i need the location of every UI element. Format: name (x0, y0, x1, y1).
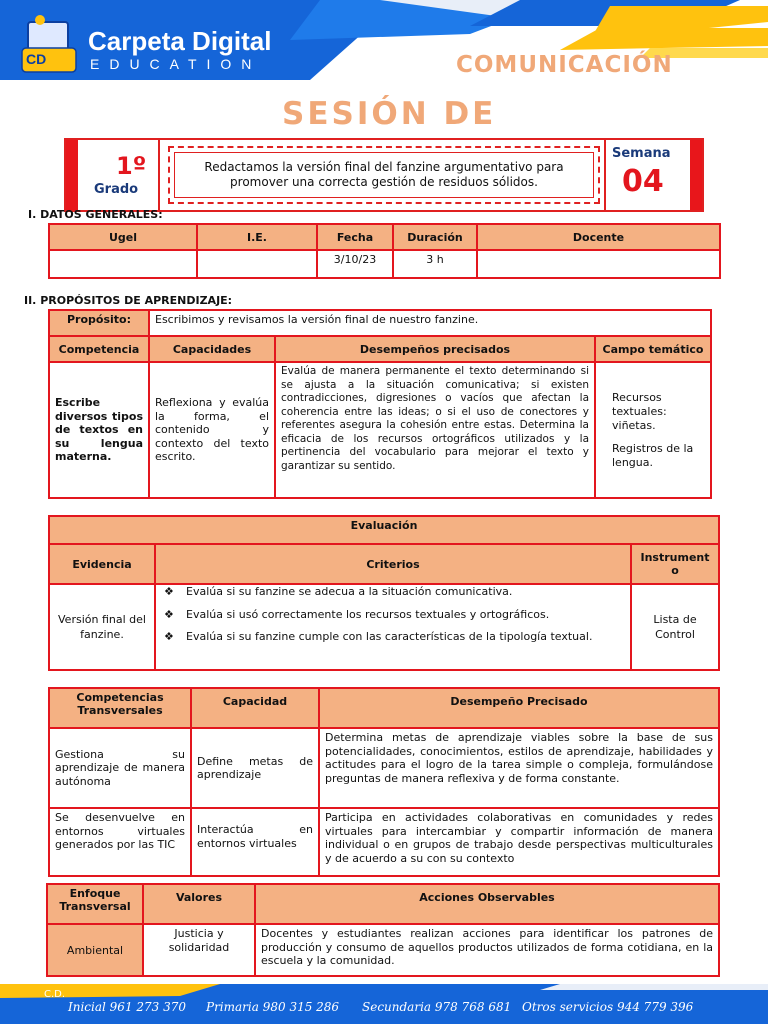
datos-header-ugel: Ugel (49, 224, 197, 250)
diamond-bullet-icon: ❖ (164, 630, 174, 643)
criterios-cell (155, 584, 631, 670)
campo-item-2: Registros de la lengua. (612, 441, 694, 469)
red-bar-right (690, 140, 702, 210)
header-competencia: Competencia (49, 336, 149, 362)
section-datos-heading: I. DATOS GENERALES: (28, 208, 163, 221)
header-evidencia: Evidencia (49, 544, 155, 584)
footer-secundaria: Secundaria 978 768 681 (362, 1000, 512, 1014)
header-enfoque-transversal: Enfoque Transversal (47, 884, 143, 924)
enfoque-value: Ambiental (47, 924, 143, 976)
proposito-label: Propósito: (49, 310, 149, 336)
datos-header-ie: I.E. (197, 224, 317, 250)
evaluacion-title: Evaluación (49, 516, 719, 544)
footer-otros: Otros servicios 944 779 396 (522, 1000, 694, 1014)
subject-title: COMUNICACIÓN (456, 52, 673, 78)
instrumento-text: Lista de Control (631, 584, 719, 670)
criterio-2 (164, 607, 622, 622)
datos-duracion-value: 3 h (393, 250, 477, 278)
week-number: 04 (622, 164, 664, 199)
title-frame (168, 146, 600, 204)
week-cell (604, 140, 684, 210)
datos-header-fecha: Fecha (317, 224, 393, 250)
grade-cell (78, 140, 160, 210)
header-acciones-observables: Acciones Observables (255, 884, 719, 924)
grade-number: 1º (116, 152, 147, 180)
criterio-3 (164, 630, 622, 644)
logo-subtitle: EDUCATION (90, 56, 262, 72)
logo-title: Carpeta Digital (88, 26, 272, 56)
diamond-bullet-icon: ❖ (164, 607, 174, 621)
header-capacidades: Capacidades (149, 336, 275, 362)
acciones-value: Docentes y estudiantes realizan acciones para identificar los patrones de producción y consumo de aquellos productos utilizados de forma cotidiana, en la escuela y la comunidad. (255, 924, 719, 976)
competencia-text: Escribe diversos tipos de textos en su lengua materna. (49, 362, 149, 498)
datos-table (48, 223, 721, 279)
datos-ie-value (197, 250, 317, 278)
campo-item-1: Recursos textuales: viñetas. (612, 390, 667, 432)
transversal-comp-2: Se desenvuelve en entornos virtuales generados por las TIC (49, 808, 191, 876)
criterio-3-text: Evalúa si su fanzine cumple con las características de la tipología textual. (186, 630, 593, 643)
header-desempenos: Desempeños precisados (275, 336, 595, 362)
transversal-cap-2: Interactúa en entornos virtuales (191, 808, 319, 876)
campo-tematico-cell (595, 362, 711, 498)
session-title-box (64, 138, 704, 212)
header-desempeno-precisado: Desempeño Precisado (319, 688, 719, 728)
transversal-des-1: Determina metas de aprendizaje viables sobre la base de sus potencialidades, conocimientos, estilos de aprendizaje, habilidades y actitudes para el logro de la tarea simple o compleja, formulándose preguntas de manera reflexiva y de forma constante. (319, 728, 719, 808)
evaluacion-table (48, 515, 720, 671)
transversal-comp-1: Gestiona su aprendizaje de manera autónoma (49, 728, 191, 808)
header-instrumento: Instrumento (631, 544, 719, 584)
footer-badge: C.D. (44, 989, 66, 1000)
desempenos-text: Evalúa de manera permanente el texto determinando si se ajusta a la situación comunicativa; si existen contradicciones, digresiones o vacíos que afectan la coherencia entre las ideas; o si el uso de conectores y referentes asegura la cohesión entre estas. Determina la eficacia de los recursos ortográficos utilizados y la pertinencia del vocabulario para mejorar el texto y garantizar su sentido. (275, 362, 595, 498)
header-criterios: Criterios (155, 544, 631, 584)
propositos-table (48, 309, 712, 499)
valores-value: Justicia y solidaridad (143, 924, 255, 976)
criterio-1-text: Evalúa si su fanzine se adecua a la situación comunicativa. (186, 585, 513, 598)
datos-header-duracion: Duración (393, 224, 477, 250)
criterio-2-text: Evalúa si usó correctamente los recursos textuales y ortográficos. (186, 607, 550, 621)
datos-docente-value (477, 250, 720, 278)
header-capacidad: Capacidad (191, 688, 319, 728)
section-propositos-heading: II. PROPÓSITOS DE APRENDIZAJE: (24, 294, 233, 307)
logo-mark (14, 14, 84, 76)
diamond-bullet-icon: ❖ (164, 585, 174, 598)
transversal-des-2: Participa en actividades colaborativas en comunidades y redes virtuales para intercambiar y compartir información de manera individual o en grupos de trabajo desde perspectivas multiculturales y de acuerdo a su con su contexto (319, 808, 719, 876)
transversal-cap-1: Define metas de aprendizaje (191, 728, 319, 808)
red-bar-left (66, 140, 78, 210)
evidencia-text: Versión final del fanzine. (49, 584, 155, 670)
criterio-1 (164, 585, 622, 599)
capacidades-text: Reflexiona y evalúa la forma, el contenido y contexto del texto escrito. (149, 362, 275, 498)
datos-header-docente: Docente (477, 224, 720, 250)
header-valores: Valores (143, 884, 255, 924)
transversales-table (48, 687, 720, 877)
footer-primaria: Primaria 980 315 286 (206, 1000, 340, 1014)
enfoque-table (46, 883, 720, 977)
proposito-text: Escribimos y revisamos la versión final de nuestro fanzine. (149, 310, 711, 336)
footer-inicial: Inicial 961 273 370 (68, 1000, 187, 1014)
header-campo-tematico: Campo temático (595, 336, 711, 362)
grade-label: Grado (94, 182, 139, 197)
session-topic: Redactamos la versión final del fanzine argumentativo para promover una correcta gestión de residuos sólidos. (174, 152, 594, 198)
logo-badge: CD (26, 51, 47, 67)
datos-fecha-value: 3/10/23 (317, 250, 393, 278)
session-title: SESIÓN DE (282, 96, 497, 132)
week-label: Semana (612, 146, 671, 161)
datos-ugel-value (49, 250, 197, 278)
header-competencias-transversales: Competencias Transversales (49, 688, 191, 728)
